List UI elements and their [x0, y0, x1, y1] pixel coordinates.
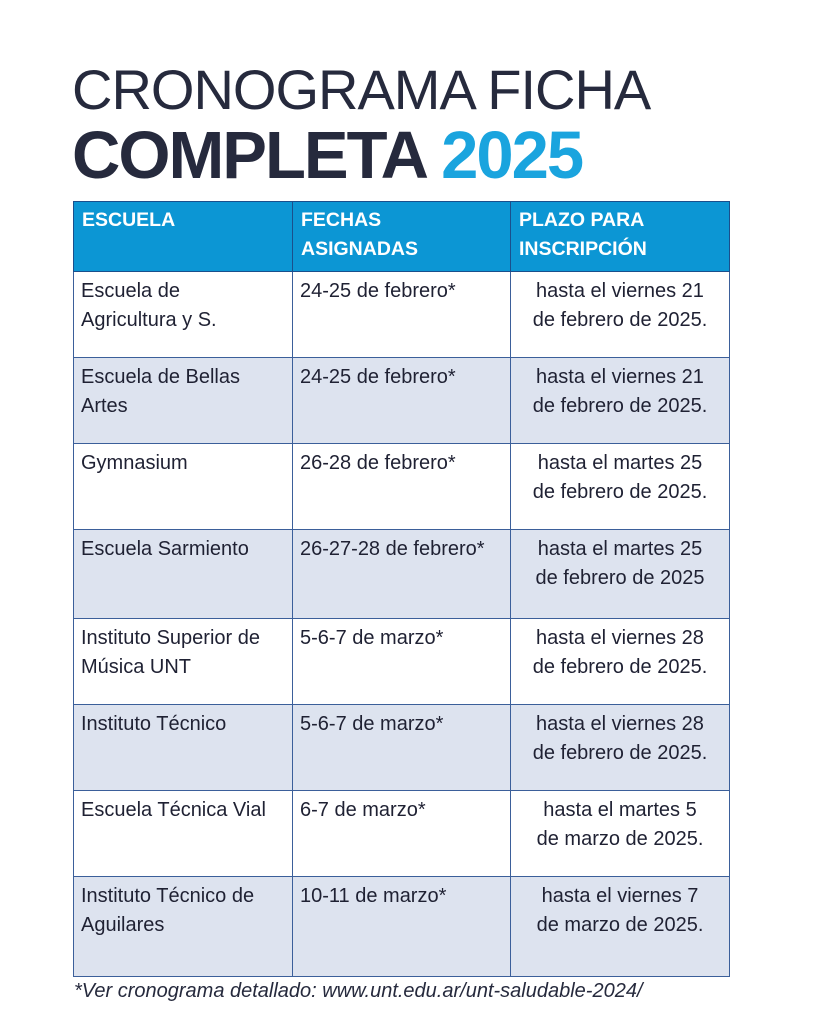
escuela-line-2: Artes — [81, 395, 128, 417]
escuela-line-1: Instituto Técnico de — [81, 885, 255, 907]
cell-fechas: 5-6-7 de marzo* — [293, 705, 511, 791]
plazo-line-2: de febrero de 2025. — [532, 742, 708, 764]
escuela-line-1: Escuela de — [81, 280, 180, 302]
escuela-line-1: Instituto Superior de — [81, 627, 260, 649]
header-plazo-label-1: PLAZO PARA — [519, 209, 645, 231]
escuela-line-2: Música UNT — [81, 656, 192, 678]
plazo-line-2: de febrero de 2025. — [532, 309, 708, 331]
header-plazo — [511, 202, 730, 272]
cell-plazo — [511, 272, 730, 358]
cell-escuela — [74, 791, 293, 877]
table-row — [74, 705, 730, 791]
footnote: *Ver cronograma detallado: www.unt.edu.ar/unt-saludable-2024/ — [74, 980, 643, 1002]
schedule-table — [73, 201, 730, 977]
plazo-line-1: hasta el viernes 21 — [536, 280, 704, 302]
header-plazo-label-2: INSCRIPCIÓN — [519, 238, 647, 260]
cell-fechas: 5-6-7 de marzo* — [293, 619, 511, 705]
table-row — [74, 272, 730, 358]
cell-fechas: 24-25 de febrero* — [293, 272, 511, 358]
cell-fechas: 26-28 de febrero* — [293, 444, 511, 530]
plazo-line-1: hasta el viernes 28 — [536, 713, 704, 735]
cell-escuela — [74, 530, 293, 619]
escuela-line-1: Escuela Sarmiento — [81, 538, 249, 560]
cell-plazo — [511, 705, 730, 791]
plazo-line-1: hasta el viernes 7 — [541, 885, 699, 907]
header-escuela — [74, 202, 293, 272]
plazo-line-1: hasta el martes 25 — [537, 452, 703, 474]
header-fechas — [293, 202, 511, 272]
table-row — [74, 530, 730, 619]
table-row — [74, 877, 730, 977]
page-title-line2 — [72, 120, 582, 192]
plazo-line-2: de marzo de 2025. — [536, 828, 704, 850]
cell-escuela — [74, 619, 293, 705]
cell-plazo — [511, 358, 730, 444]
cell-plazo — [511, 791, 730, 877]
escuela-line-1: Escuela Técnica Vial — [81, 799, 266, 821]
table-row — [74, 791, 730, 877]
header-fechas-label-2: ASIGNADAS — [301, 238, 419, 260]
cell-fechas: 10-11 de marzo* — [293, 877, 511, 977]
escuela-line-2: Agricultura y S. — [81, 309, 217, 331]
cell-plazo — [511, 877, 730, 977]
cell-fechas: 6-7 de marzo* — [293, 791, 511, 877]
cell-fechas: 26-27-28 de febrero* — [293, 530, 511, 619]
table-row — [74, 444, 730, 530]
escuela-line-1: Instituto Técnico — [81, 713, 227, 735]
page-title-line1: CRONOGRAMA FICHA — [72, 58, 651, 121]
escuela-line-2: Aguilares — [81, 914, 165, 936]
plazo-line-2: de marzo de 2025. — [536, 914, 704, 936]
escuela-line-1: Gymnasium — [81, 452, 188, 474]
cell-escuela — [74, 444, 293, 530]
table-header-row — [74, 202, 730, 272]
plazo-line-2: de febrero de 2025 — [535, 567, 705, 589]
cell-escuela — [74, 358, 293, 444]
cell-plazo — [511, 444, 730, 530]
plazo-line-2: de febrero de 2025. — [532, 481, 708, 503]
cell-fechas: 24-25 de febrero* — [293, 358, 511, 444]
title-completa: COMPLETA — [72, 118, 425, 193]
cell-escuela — [74, 272, 293, 358]
escuela-line-1: Escuela de Bellas — [81, 366, 240, 388]
plazo-line-1: hasta el viernes 28 — [536, 627, 704, 649]
table-row — [74, 619, 730, 705]
cell-escuela — [74, 705, 293, 791]
plazo-line-2: de febrero de 2025. — [532, 656, 708, 678]
plazo-line-2: de febrero de 2025. — [532, 395, 708, 417]
header-escuela-label: ESCUELA — [82, 209, 176, 231]
plazo-line-1: hasta el martes 5 — [543, 799, 697, 821]
plazo-line-1: hasta el martes 25 — [537, 538, 703, 560]
cell-plazo — [511, 619, 730, 705]
title-year: 2025 — [441, 118, 583, 193]
table-row — [74, 358, 730, 444]
plazo-line-1: hasta el viernes 21 — [536, 366, 704, 388]
header-fechas-label-1: FECHAS — [301, 209, 382, 231]
cell-escuela — [74, 877, 293, 977]
cell-plazo — [511, 530, 730, 619]
